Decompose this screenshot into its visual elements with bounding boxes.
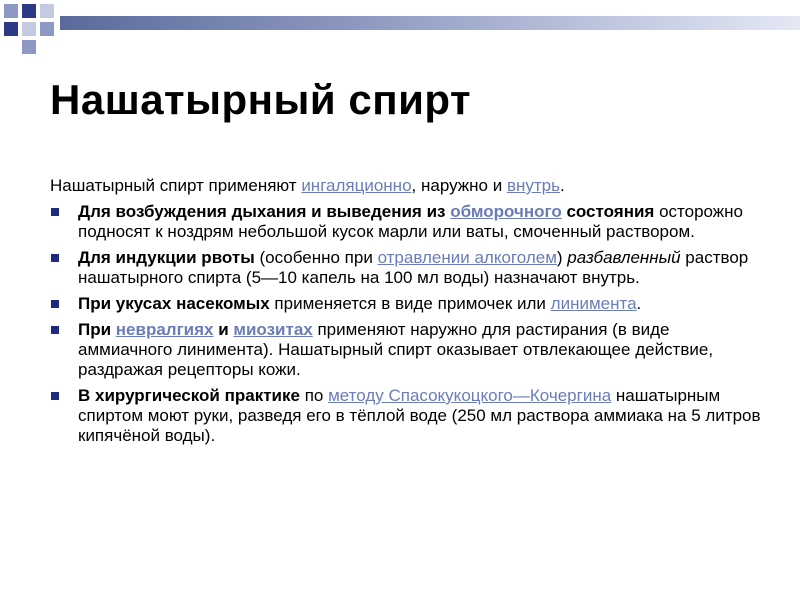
slide-title: Нашатырный спирт [50, 76, 472, 123]
link-spasokukotsky-method[interactable]: методу Спасокукоцкого—Кочергина [328, 386, 612, 405]
list-item: При укусах насекомых применяется в виде примочек или линимента. [50, 294, 762, 314]
square-bullet-icon [51, 326, 59, 334]
link-myositis[interactable]: миозитах [233, 320, 313, 339]
square-bullet-icon [51, 300, 59, 308]
list-item: При невралгиях и миозитах применяют наружно для растирания (в виде аммиачного линимента). Нашатырный спирт оказывает отвлекающее действие, раздражая рецепторы кожи. [50, 320, 762, 380]
corner-squares-decoration [0, 0, 64, 56]
slide-body [50, 176, 762, 452]
link-inhalation[interactable]: ингаляционно [301, 176, 412, 195]
list-item: В хирургической практике по методу Спасокукоцкого—Кочергина нашатырным спиртом моют руки, разведя его в тёплой воде (250 мл раствора аммиака на 5 литров кипячёной воды). [50, 386, 762, 446]
header-gradient-bar [60, 16, 800, 30]
link-internal[interactable]: внутрь [506, 176, 560, 195]
intro-paragraph: Нашатырный спирт применяют ингаляционно, наружно и внутрь. [50, 176, 565, 195]
bullet-list [50, 202, 762, 446]
link-liniment[interactable]: линимента [550, 294, 637, 313]
list-item: Для возбуждения дыхания и выведения из обморочного состояния осторожно подносят к ноздрям небольшой кусок марли или ваты, смоченный раствором. [50, 202, 762, 242]
square-bullet-icon [51, 208, 59, 216]
link-neuralgia[interactable]: невралгиях [115, 320, 214, 339]
square-bullet-icon [51, 254, 59, 262]
square-bullet-icon [51, 392, 59, 400]
link-fainting[interactable]: обморочного [450, 202, 562, 221]
list-item: Для индукции рвоты (особенно при отравлении алкоголем) разбавленный раствор нашатырного спирта (5—10 капель на 100 мл воды) назначают внутрь. [50, 248, 762, 288]
link-alcohol-poisoning[interactable]: отравлении алкоголем [377, 248, 557, 267]
